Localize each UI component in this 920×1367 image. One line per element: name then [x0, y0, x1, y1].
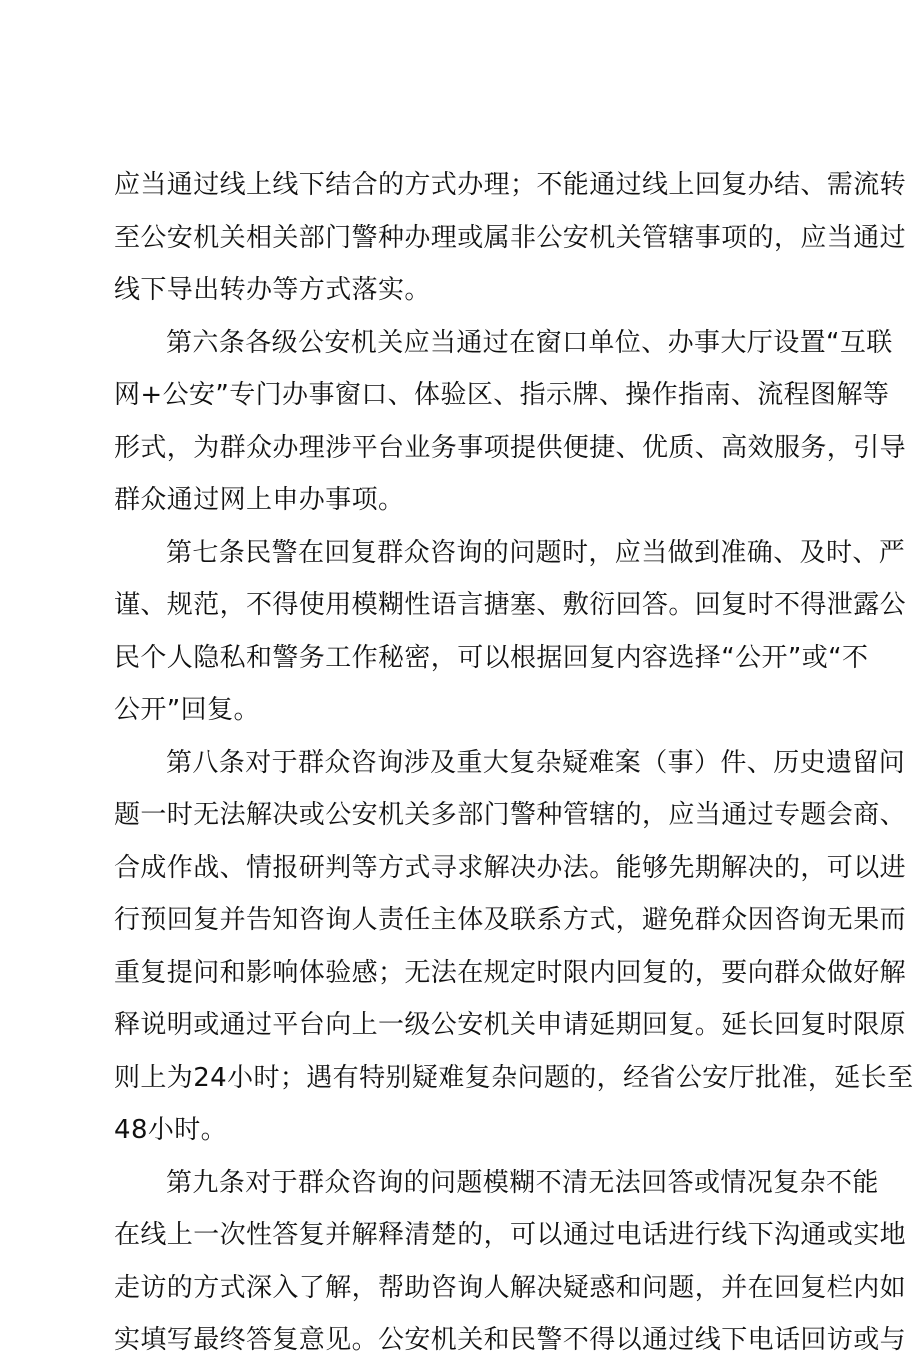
body-line: 民个人隐私和警务工作秘密，可以根据回复内容选择“公开”或“不: [114, 642, 869, 673]
article-9-first-line: 第九条对于群众咨询的问题模糊不清无法回答或情况复杂不能: [166, 1167, 879, 1198]
body-line: 释说明或通过平台向上一级公安机关申请延期回复。延长回复时限原: [114, 1010, 907, 1040]
article-8-first-line: 第八条对于群众咨询涉及重大复杂疑难案（事）件、历史遗留问: [166, 747, 906, 778]
body-line: 题一时无法解决或公安机关多部门警种管辖的，应当通过专题会商、: [114, 800, 907, 830]
body-line: 形式，为群众办理涉平台业务事项提供便捷、优质、高效服务，引导: [114, 432, 907, 463]
body-line: 重复提问和影响体验感；无法在规定时限内回复的，要向群众做好解: [114, 957, 907, 988]
body-line: 谨、规范，不得使用模糊性语言搪塞、敷衍回答。回复时不得泄露公: [114, 590, 907, 620]
body-line: 网+公安”专门办事窗口、体验区、指示牌、操作指南、流程图解等: [114, 380, 890, 410]
body-line: 则上为24小时；遇有特别疑难复杂问题的，经省公安厅批准，延长至: [114, 1062, 914, 1093]
body-line: 行预回复并告知咨询人责任主体及联系方式，避免群众因咨询无果而: [114, 905, 907, 935]
body-line: 合成作战、情报研判等方式寻求解决办法。能够先期解决的，可以进: [114, 852, 907, 883]
body-line: 走访的方式深入了解，帮助咨询人解决疑惑和问题，并在回复栏内如: [114, 1272, 907, 1303]
body-line: 在线上一次性答复并解释清楚的，可以通过电话进行线下沟通或实地: [114, 1220, 907, 1250]
body-line: 48小时。: [114, 1115, 228, 1145]
body-line: 群众通过网上申办事项。: [114, 485, 405, 515]
article-6-first-line: 第六条各级公安机关应当通过在窗口单位、办事大厅设置“互联: [166, 327, 893, 358]
document-body: [114, 159, 914, 1367]
body-line: 线下导出转办等方式落实。: [114, 275, 431, 305]
body-line: 公开”回复。: [114, 695, 260, 725]
body-line: 至公安机关相关部门警种办理或属非公安机关管辖事项的，应当通过: [114, 222, 907, 253]
body-line: 应当通过线上线下结合的方式办理；不能通过线上回复办结、需流转: [114, 170, 907, 200]
article-7-first-line: 第七条民警在回复群众咨询的问题时，应当做到准确、及时、严: [166, 537, 906, 568]
body-line: 实填写最终答复意见。公安机关和民警不得以通过线下电话回访或与: [114, 1325, 907, 1355]
